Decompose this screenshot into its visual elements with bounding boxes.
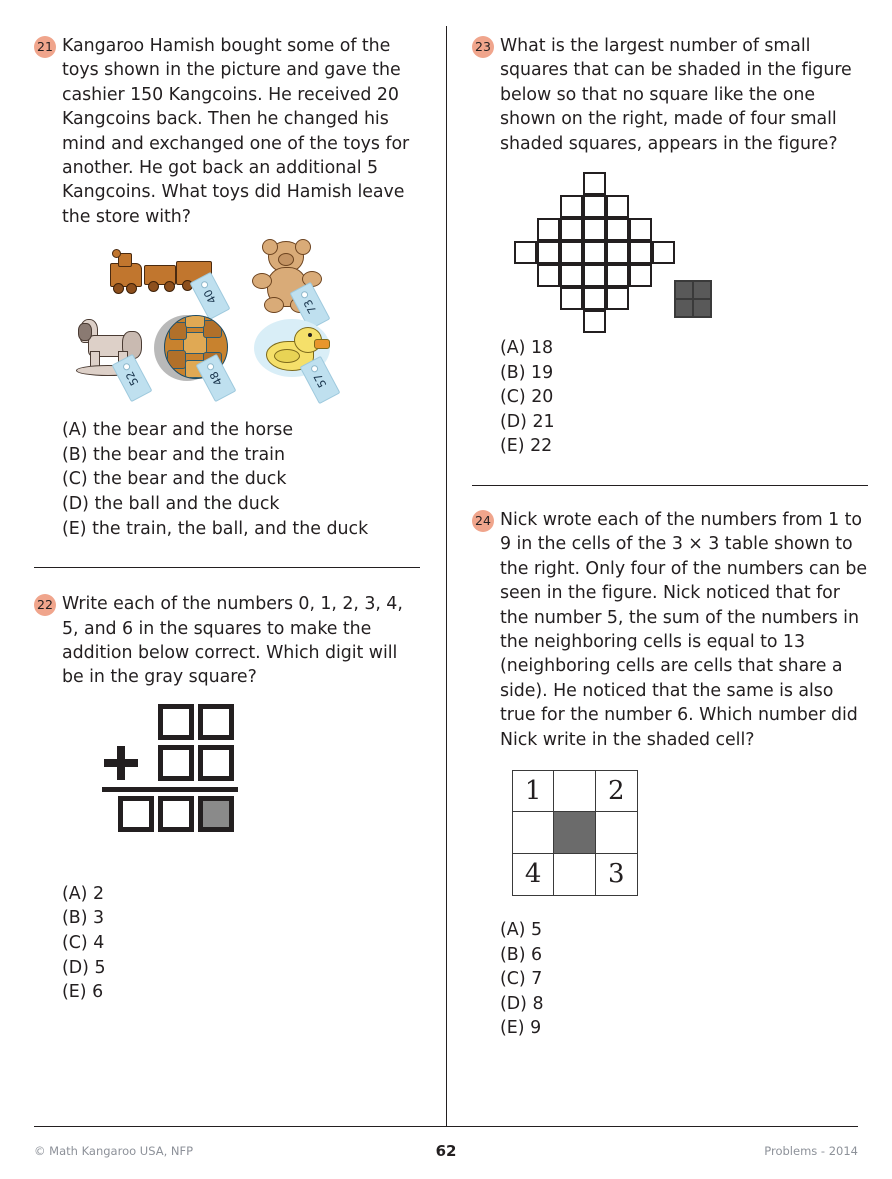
table-cell-r2c1 bbox=[554, 854, 595, 895]
problem-21-choices bbox=[62, 418, 420, 541]
three-by-three-table bbox=[512, 770, 638, 896]
grid-cell bbox=[514, 241, 537, 264]
problem-number-badge: 22 bbox=[34, 594, 56, 616]
grid-cell bbox=[583, 218, 606, 241]
grid-cell bbox=[606, 264, 629, 287]
grid-cell bbox=[537, 241, 560, 264]
problem-23-text: What is the largest number of small squares that can be shaded in the figure below so that no square like the one shown on the right, made of four small shaded squares, appears in the figure? bbox=[500, 36, 852, 154]
choice-e[interactable]: (E) the train, the ball, and the duck bbox=[62, 518, 369, 539]
table-cell-r2c2: 3 bbox=[596, 854, 637, 895]
sum-ones-gray-box bbox=[198, 796, 234, 832]
grid-cell bbox=[606, 218, 629, 241]
footer-rule bbox=[34, 1126, 858, 1127]
choice-e[interactable]: (E) 6 bbox=[62, 982, 104, 1003]
grid-cell bbox=[537, 264, 560, 287]
problem-24-choices bbox=[500, 918, 868, 1041]
choice-b[interactable]: (B) 6 bbox=[500, 944, 543, 965]
grid-cell bbox=[606, 241, 629, 264]
problem-number-badge: 23 bbox=[472, 36, 494, 58]
grid-cell bbox=[583, 264, 606, 287]
grid-cell bbox=[583, 241, 606, 264]
table-cell-r0c1 bbox=[554, 771, 595, 812]
price-value-ball: 48 bbox=[207, 369, 226, 388]
choice-b[interactable]: (B) 19 bbox=[500, 362, 554, 383]
grid-cell bbox=[629, 241, 652, 264]
choice-a[interactable]: (A) 18 bbox=[500, 338, 554, 359]
choice-b[interactable]: (B) 3 bbox=[62, 908, 105, 929]
problem-24-text: Nick wrote each of the numbers from 1 to 9 in the cells of the 3 × 3 table shown to the right. Only four of the numbers can be seen in the figure. Nick noticed that for the number 5, the sum of the numbers in the neighboring cells is equal to 13 (neighboring cells are cells that share a side). He noticed that the same is also true for the number 6. Which number did Nick write in the shaded cell? bbox=[500, 510, 868, 750]
addend1-ones-box bbox=[198, 704, 234, 740]
train-toy bbox=[110, 247, 230, 306]
addend1-tens-box bbox=[158, 704, 194, 740]
choice-a[interactable]: (A) 2 bbox=[62, 883, 105, 904]
table-cell-r1c1-shaded bbox=[554, 812, 595, 853]
grid-cell bbox=[560, 287, 583, 310]
addition-figure bbox=[94, 704, 264, 834]
problem-separator bbox=[34, 567, 420, 568]
price-value-horse: 52 bbox=[123, 369, 142, 388]
right-column bbox=[446, 0, 892, 1110]
rocking-horse-toy bbox=[74, 319, 152, 388]
grid-cell bbox=[583, 310, 606, 333]
problem-23-header bbox=[472, 34, 868, 156]
problem-22-text: Write each of the numbers 0, 1, 2, 3, 4, 5, and 6 in the squares to make the addition below correct. Which digit will be in the gray square? bbox=[62, 594, 403, 688]
problem-23-choices bbox=[500, 336, 868, 459]
page-footer bbox=[34, 1140, 858, 1162]
problem-separator bbox=[472, 485, 868, 486]
diamond-grid-figure bbox=[514, 172, 714, 322]
grid-cell bbox=[560, 218, 583, 241]
choice-b[interactable]: (B) the bear and the train bbox=[62, 444, 285, 465]
sum-rule bbox=[102, 787, 238, 792]
addend2-tens-box bbox=[158, 745, 194, 781]
grid-cell bbox=[583, 195, 606, 218]
problem-22-choices bbox=[62, 882, 420, 1005]
copyright-text: © Math Kangaroo USA, NFP bbox=[34, 1144, 194, 1158]
choice-d[interactable]: (D) 5 bbox=[62, 957, 106, 978]
plus-icon-vertical bbox=[117, 746, 125, 780]
price-tag-ball bbox=[196, 354, 237, 402]
table-cell-r2c0: 4 bbox=[513, 854, 554, 895]
problem-23 bbox=[472, 34, 868, 459]
grid-cell bbox=[583, 287, 606, 310]
edition-text: Problems - 2014 bbox=[764, 1144, 858, 1158]
choice-d[interactable]: (D) 21 bbox=[500, 411, 555, 432]
grid-cell bbox=[629, 218, 652, 241]
grid-cell bbox=[560, 264, 583, 287]
choice-e[interactable]: (E) 22 bbox=[500, 436, 553, 457]
table-cell-r0c2: 2 bbox=[596, 771, 637, 812]
problem-number-badge: 21 bbox=[34, 36, 56, 58]
sum-hundreds-box bbox=[118, 796, 154, 832]
left-column bbox=[0, 0, 446, 1110]
table-cell-r1c2 bbox=[596, 812, 637, 853]
choice-c[interactable]: (C) the bear and the duck bbox=[62, 469, 287, 490]
price-value-duck: 57 bbox=[311, 371, 330, 390]
teddy-bear-toy bbox=[250, 241, 322, 315]
grid-cell bbox=[583, 172, 606, 195]
price-value-bear: 73 bbox=[301, 297, 320, 316]
table-cell-r1c0 bbox=[513, 812, 554, 853]
problem-21-header bbox=[34, 34, 420, 229]
grid-cell bbox=[652, 241, 675, 264]
rubber-duck-toy bbox=[252, 319, 338, 390]
addend2-ones-box bbox=[198, 745, 234, 781]
choice-c[interactable]: (C) 4 bbox=[62, 933, 105, 954]
grid-cell bbox=[606, 287, 629, 310]
problem-24 bbox=[472, 508, 868, 1041]
grid-cell bbox=[560, 241, 583, 264]
price-value-train: 40 bbox=[201, 287, 220, 306]
two-by-two-shaded-square-icon bbox=[674, 280, 712, 318]
choice-a[interactable]: (A) the bear and the horse bbox=[62, 420, 294, 441]
toys-figure bbox=[74, 241, 364, 401]
page-number: 62 bbox=[435, 1142, 457, 1160]
choice-e[interactable]: (E) 9 bbox=[500, 1018, 542, 1039]
table-cell-r0c0: 1 bbox=[513, 771, 554, 812]
choice-c[interactable]: (C) 7 bbox=[500, 969, 543, 990]
problem-22 bbox=[34, 592, 420, 1005]
grid-cell bbox=[560, 195, 583, 218]
grid-cell bbox=[629, 264, 652, 287]
problem-22-header bbox=[34, 592, 420, 690]
sum-tens-box bbox=[158, 796, 194, 832]
grid-cell bbox=[606, 195, 629, 218]
soccer-ball-toy bbox=[154, 313, 230, 388]
problem-24-header bbox=[472, 508, 868, 752]
problem-21 bbox=[34, 34, 420, 541]
swatch-divider-horizontal bbox=[676, 298, 710, 300]
grid-cell bbox=[537, 218, 560, 241]
problem-number-badge: 24 bbox=[472, 510, 494, 532]
choice-a[interactable]: (A) 5 bbox=[500, 920, 543, 941]
choice-d[interactable]: (D) the ball and the duck bbox=[62, 494, 280, 515]
choice-d[interactable]: (D) 8 bbox=[500, 993, 544, 1014]
problem-21-text: Kangaroo Hamish bought some of the toys shown in the picture and gave the cashier 150 Kangcoins. He received 20 Kangcoins back. Then he changed his mind and exchanged one of the toys for another. He got back an additional 5 Kangcoins. What toys did Hamish leave the store with? bbox=[62, 36, 410, 227]
choice-c[interactable]: (C) 20 bbox=[500, 387, 554, 408]
